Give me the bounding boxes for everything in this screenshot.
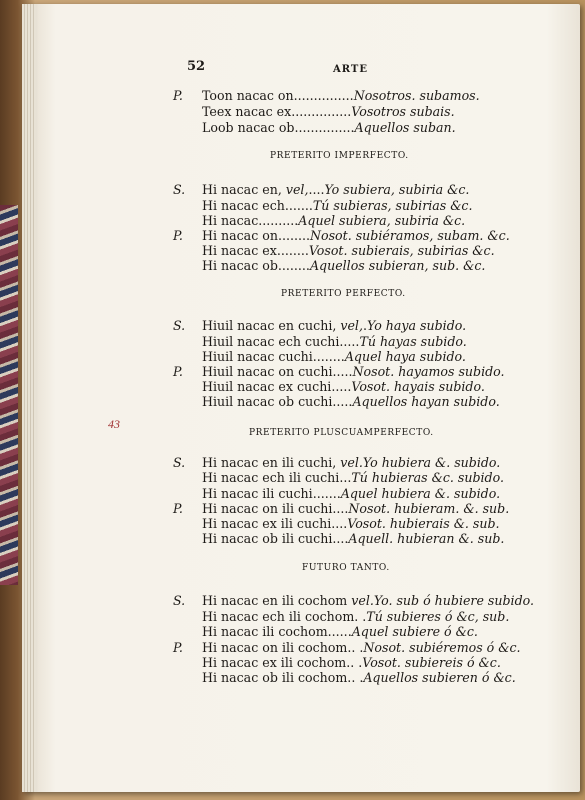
leader-dots: ........ [312, 349, 345, 364]
maya-form: Hi nacac ex [202, 243, 277, 258]
maya-form: Hi nacac on ili cochom. [202, 640, 352, 655]
maya-form: Hi nacac ech ili cochom [202, 609, 355, 624]
conjugation-line [202, 624, 478, 639]
spanish-gloss: Vosot. hayais subido. [351, 379, 485, 394]
spanish-gloss: Nosotros. subamos. [353, 88, 480, 103]
conjugation-line [202, 470, 504, 485]
speaker-label: P. [173, 88, 183, 103]
maya-form: Hiuil nacac on cuchi [202, 364, 333, 379]
speaker-label: P. [173, 501, 183, 516]
conjugation-line [202, 349, 466, 364]
conjugation-line [202, 228, 510, 243]
running-head: ARTE [333, 64, 368, 75]
maya-form: Hi nacac ili cochom [202, 624, 328, 639]
spanish-gloss: Nosot. hubieram. &. sub. [348, 501, 510, 516]
conjugation-line [202, 213, 465, 228]
maya-form: Hi nacac ex ili cuchi [202, 516, 332, 531]
leader-dots: .... [332, 501, 349, 516]
spanish-gloss: Aquellos hayan subido. [352, 394, 500, 409]
spanish-gloss: Nosot. hayamos subido. [352, 364, 505, 379]
leader-dots: ....... [284, 198, 313, 213]
maya-form: Hi nacac [202, 213, 259, 228]
vel-marker: vel. [340, 455, 363, 470]
maya-form: Loob nacac ob [202, 120, 295, 135]
heading-imperfecto: PRETERITO IMPERFECTO. [270, 151, 409, 161]
leader-dots: ............... [291, 104, 352, 119]
heading-perfecto: PRETERITO PERFECTO. [281, 289, 406, 299]
spanish-gloss: Yo hubiera &. subido. [362, 455, 501, 470]
maya-form: Hi nacac on ili cuchi [202, 501, 333, 516]
leader-dots: .......... [258, 213, 299, 228]
leader-dots: ..... [332, 364, 353, 379]
spanish-gloss: Tú hubieras &c. subido. [351, 470, 504, 485]
leader-dots: ............... [293, 88, 354, 103]
margin-note: 43 [108, 417, 120, 431]
maya-form: Hiuil nacac ech cuchi [202, 334, 340, 349]
leader-dots: . . [351, 640, 364, 655]
maya-form: Hi nacac ob ili cochom. [202, 670, 352, 685]
leader-dots: ........ [277, 258, 310, 273]
maya-form: Hi nacac ob ili cuchi [202, 531, 333, 546]
conjugation-line [202, 516, 500, 531]
spanish-gloss: Vosotros subais. [351, 104, 455, 119]
vel-marker: vel. [351, 593, 374, 608]
leader-dots: .... [332, 531, 349, 546]
speaker-label: P. [173, 364, 183, 379]
maya-form: Hiuil nacac ex cuchi [202, 379, 332, 394]
leader-dots: ........ [276, 243, 309, 258]
conjugation-line [202, 394, 500, 409]
conjugation-line [202, 88, 480, 103]
spanish-gloss: Aquellos suban. [354, 120, 456, 135]
maya-form: Hi nacac en ili cochom [202, 593, 348, 608]
conjugation-line [202, 670, 516, 685]
leader-dots: ..... [331, 379, 352, 394]
speaker-label: S. [173, 455, 186, 470]
leader-dots: . . [350, 655, 363, 670]
page-edges [22, 4, 36, 792]
leader-dots: ...... [327, 624, 352, 639]
spanish-gloss: Aquel haya subido. [344, 349, 466, 364]
maya-form: Hi nacac ech [202, 198, 285, 213]
maya-form: Teex nacac ex [202, 104, 292, 119]
conjugation-line [202, 501, 509, 516]
conjugation-line [202, 243, 495, 258]
vel-marker: vel, [285, 182, 309, 197]
speaker-label: S. [173, 318, 186, 333]
heading-futuro: FUTURO TANTO. [302, 563, 390, 573]
leader-dots: .... [308, 182, 325, 197]
conjugation-line [202, 640, 521, 655]
leader-dots: ..... [332, 394, 353, 409]
leader-dots: . [362, 318, 367, 333]
spanish-gloss: Tú hayas subido. [359, 334, 467, 349]
conjugation-line [202, 104, 455, 119]
spanish-gloss: Nosot. subiéramos, subam. &c. [309, 228, 510, 243]
spanish-gloss: Tú subieres ó &c, sub. [366, 609, 510, 624]
maya-form: Hiuil nacac cuchi [202, 349, 313, 364]
conjugation-line [202, 258, 485, 273]
conjugation-line [202, 334, 467, 349]
conjugation-line [202, 486, 500, 501]
spanish-gloss: Yo. sub ó hubiere subido. [373, 593, 534, 608]
speaker-label: S. [173, 593, 186, 608]
maya-form: Hi nacac ob [202, 258, 278, 273]
conjugation-line [202, 455, 500, 470]
speaker-label: S. [173, 182, 186, 197]
conjugation-line [202, 593, 534, 608]
spanish-gloss: Tú subieras, subirias &c. [312, 198, 473, 213]
heading-pluscuamperfecto: PRETERITO PLUSCUAMPERFECTO. [249, 428, 434, 438]
spanish-gloss: Yo subiera, subiria &c. [324, 182, 470, 197]
leader-dots: ........ [277, 228, 310, 243]
spanish-gloss: Aquel subiere ó &c. [351, 624, 478, 639]
leader-dots: . . [354, 609, 367, 624]
leader-dots: ... [339, 470, 352, 485]
maya-form: Hi nacac on [202, 228, 278, 243]
maya-form: Hiuil nacac en cuchi, [202, 318, 337, 333]
spanish-gloss: Aquel hubiera &. subido. [340, 486, 501, 501]
maya-form: Hi nacac ech ili cuchi [202, 470, 340, 485]
spanish-gloss: Aquell. hubieran &. sub. [348, 531, 505, 546]
spanish-gloss: Aquellos subieran, sub. &c. [309, 258, 486, 273]
leader-dots: ..... [339, 334, 360, 349]
conjugation-line [202, 609, 509, 624]
leader-dots: . . [351, 670, 364, 685]
spanish-gloss: Aquel subiera, subiria &c. [298, 213, 466, 228]
spanish-gloss: Nosot. subiéremos ó &c. [363, 640, 521, 655]
conjugation-line [202, 531, 504, 546]
conjugation-line [202, 379, 485, 394]
page-number: 52 [187, 59, 206, 74]
vel-marker: vel, [340, 318, 363, 333]
speaker-label: P. [173, 228, 183, 243]
spanish-gloss: Vosot. subiereis ó &c. [362, 655, 501, 670]
spanish-gloss: Aquellos subieren ó &c. [363, 670, 516, 685]
leader-dots: .... [331, 516, 348, 531]
maya-form: Hi nacac en ili cuchi, [202, 455, 337, 470]
conjugation-line [202, 198, 473, 213]
conjugation-line [202, 655, 501, 670]
conjugation-line [202, 182, 469, 197]
conjugation-line [202, 120, 456, 135]
conjugation-line [202, 364, 505, 379]
conjugation-line [202, 318, 466, 333]
spanish-gloss: Vosot. subierais, subirias &c. [308, 243, 495, 258]
leader-dots: ............... [294, 120, 355, 135]
leader-dots: ....... [312, 486, 341, 501]
maya-form: Hi nacac ex ili cochom. [202, 655, 351, 670]
spanish-gloss: Vosot. hubierais &. sub. [347, 516, 500, 531]
marbled-endpaper [0, 205, 18, 585]
maya-form: Toon nacac on [202, 88, 294, 103]
maya-form: Hiuil nacac ob cuchi [202, 394, 333, 409]
maya-form: Hi nacac en, [202, 182, 282, 197]
maya-form: Hi nacac ili cuchi [202, 486, 313, 501]
spanish-gloss: Yo haya subido. [366, 318, 467, 333]
speaker-label: P. [173, 640, 183, 655]
